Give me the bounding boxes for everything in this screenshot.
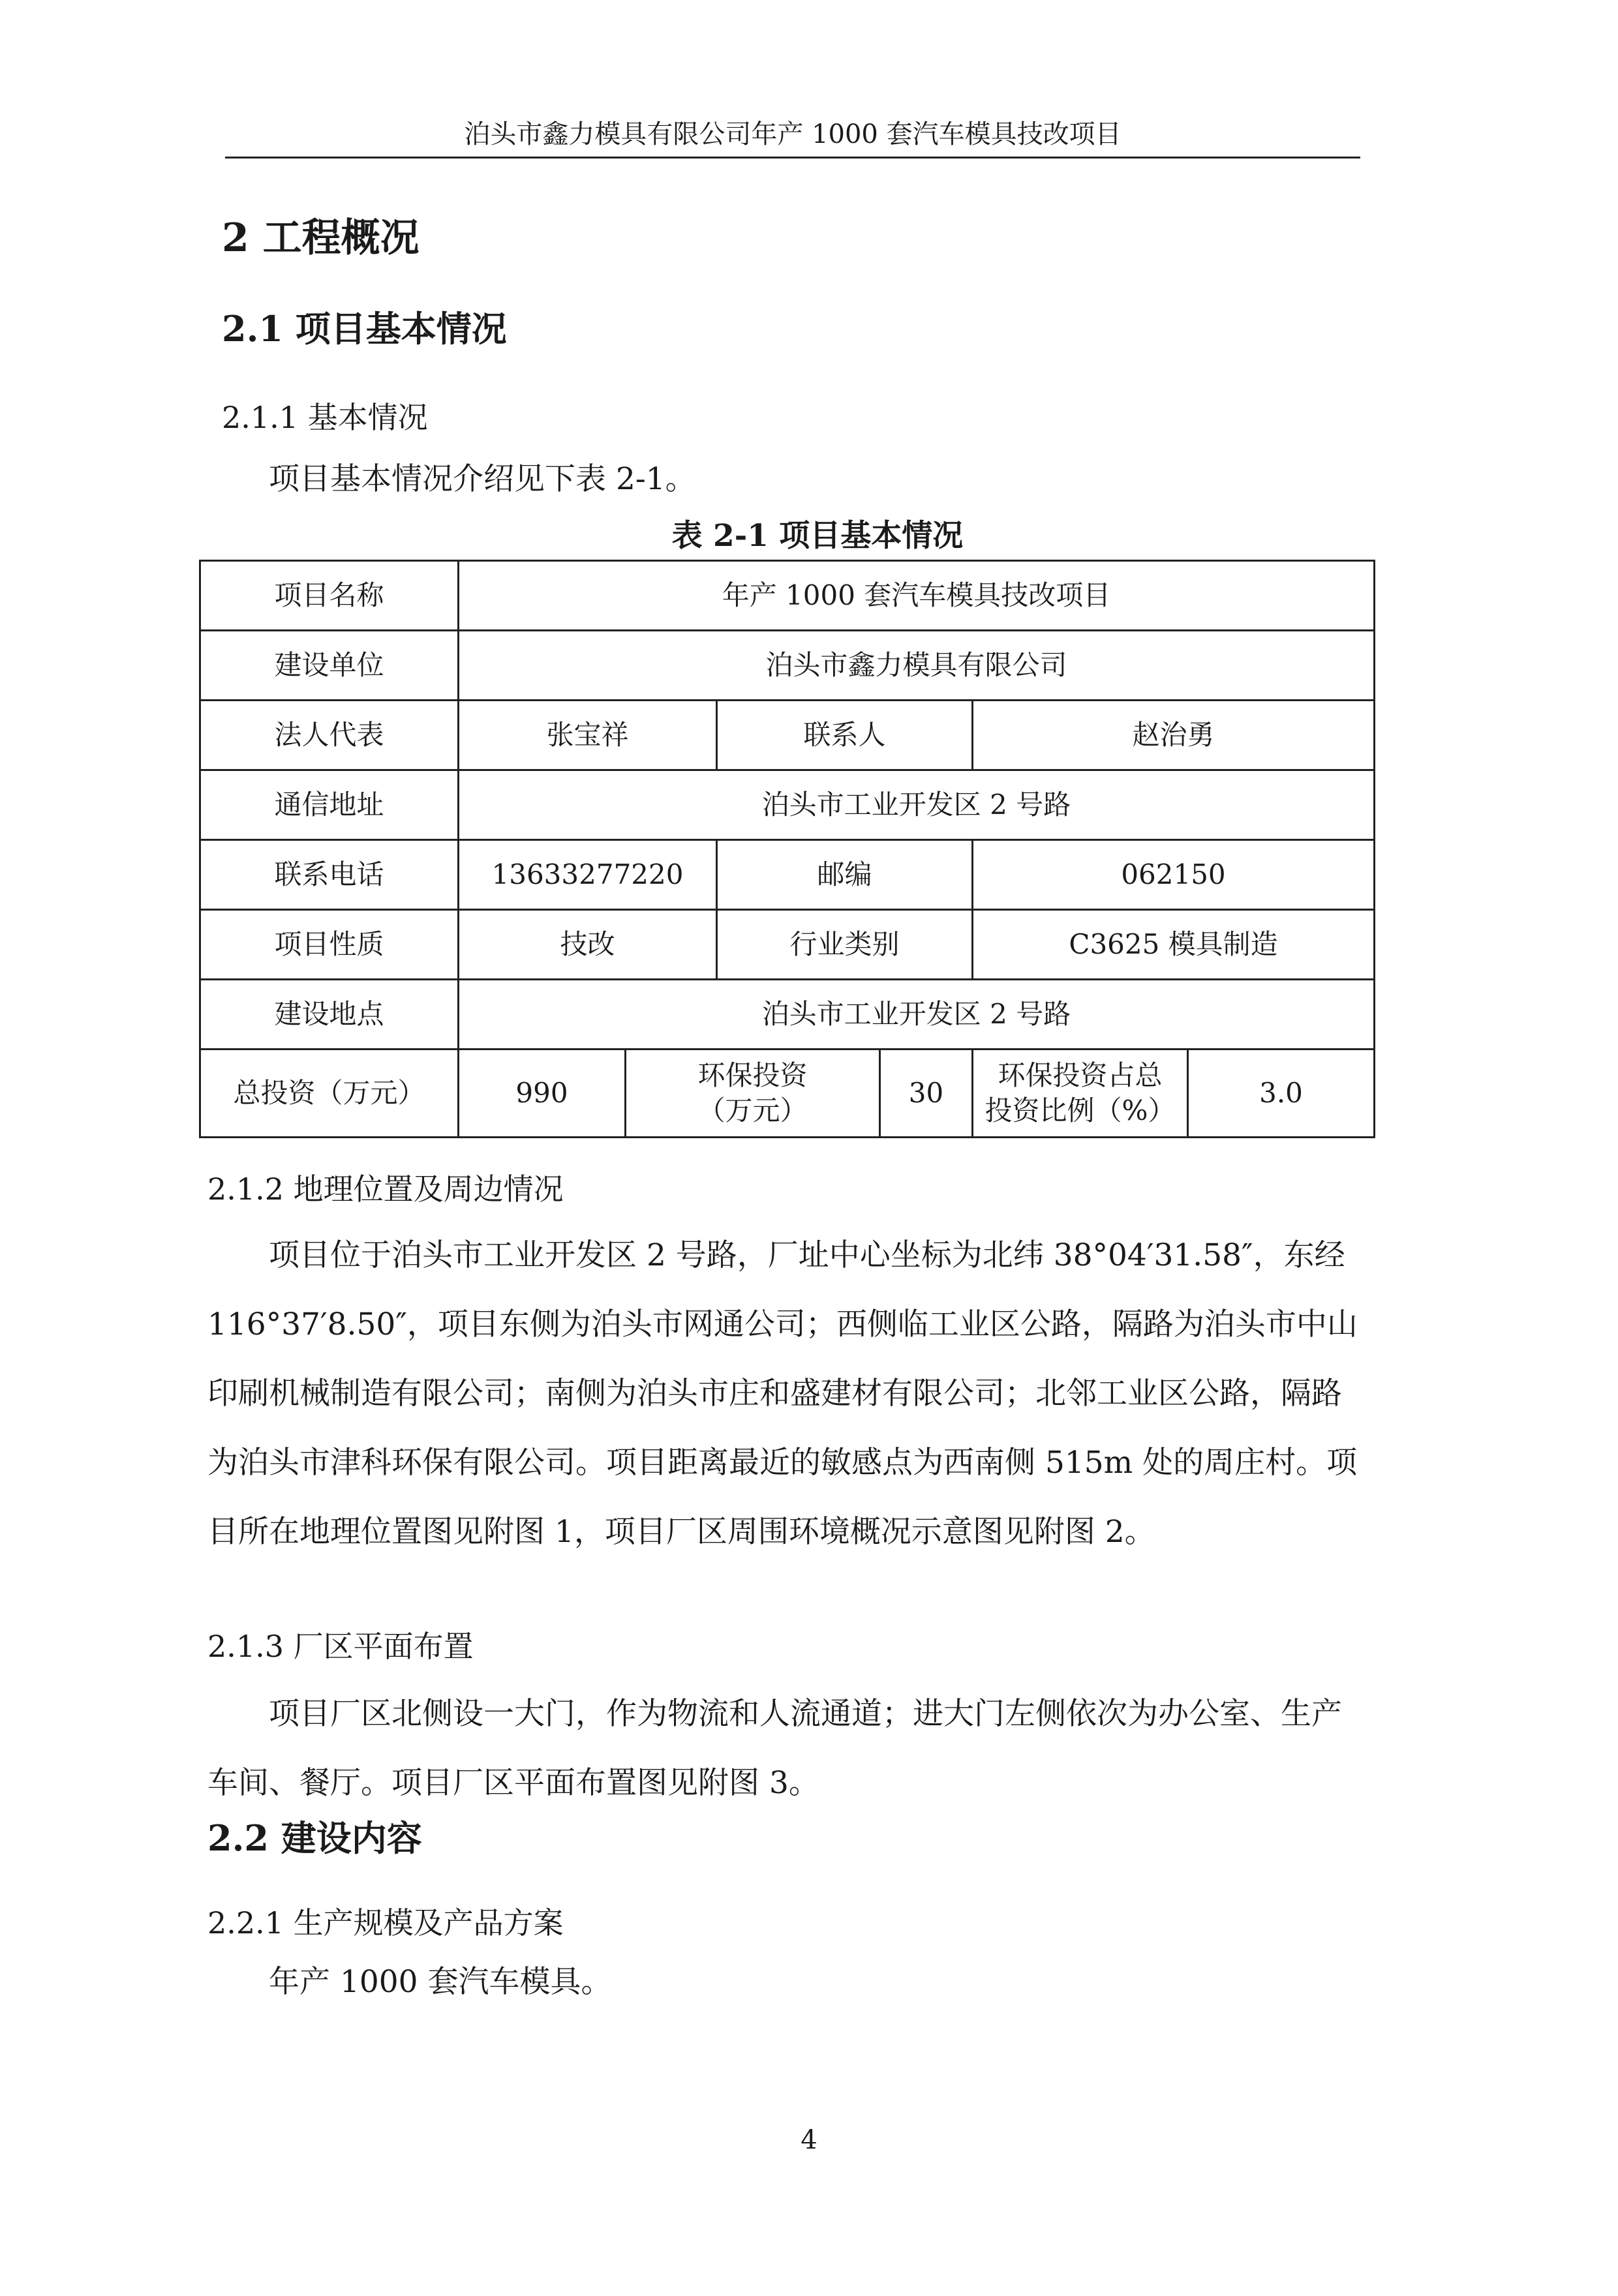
subsection-title-2-1-3: 2.1.3 厂区平面布置	[207, 1629, 474, 1664]
table-cell-value: 泊头市鑫力模具有限公司	[459, 631, 1375, 701]
table-caption: 表 2-1 项目基本情况	[671, 518, 964, 554]
table-cell-value: C3625 模具制造	[973, 910, 1375, 980]
table-cell-label	[973, 1050, 1188, 1138]
table-row	[200, 1050, 1375, 1138]
table-cell-value: 张宝祥	[459, 701, 717, 770]
table-cell-value: 技改	[459, 910, 717, 980]
table-cell-label: 总投资（万元）	[200, 1050, 459, 1138]
table-cell-value: 年产 1000 套汽车模具技改项目	[459, 561, 1375, 631]
table-row	[200, 631, 1375, 701]
header-rule	[225, 157, 1360, 159]
table-cell-value: 泊头市工业开发区 2 号路	[459, 770, 1375, 840]
subsection-title-2-2-1: 2.2.1 生产规模及产品方案	[207, 1905, 564, 1941]
project-info-table	[199, 560, 1375, 1138]
table-cell-label: 项目名称	[200, 561, 459, 631]
table-cell-label: 法人代表	[200, 701, 459, 770]
table-cell-label: 项目性质	[200, 910, 459, 980]
paragraph-2-2-1: 年产 1000 套汽车模具。	[269, 1964, 612, 2000]
table-row	[200, 840, 1375, 910]
table-cell-label: 行业类别	[717, 910, 973, 980]
section-title-2-1: 2.1 项目基本情况	[222, 308, 507, 350]
table-cell-label: 邮编	[717, 840, 973, 910]
running-header: 泊头市鑫力模具有限公司年产 1000 套汽车模具技改项目	[464, 119, 1122, 149]
table-row	[200, 980, 1375, 1050]
table-cell-value: 30	[880, 1050, 973, 1138]
env-invest-label-line: 环保投资	[697, 1059, 808, 1091]
table-row	[200, 561, 1375, 631]
table-cell-label	[626, 1050, 880, 1138]
chapter-title: 2 工程概况	[222, 215, 420, 261]
env-ratio-label-line: 环保投资占总	[998, 1059, 1163, 1091]
subsection-title-2-1-2: 2.1.2 地理位置及周边情况	[207, 1171, 564, 1207]
table-cell-label: 建设地点	[200, 980, 459, 1050]
table-cell-value: 3.0	[1188, 1050, 1375, 1138]
section-title-2-2: 2.2 建设内容	[207, 1817, 422, 1859]
table-cell-value: 赵治勇	[973, 701, 1375, 770]
table-cell-value: 990	[459, 1050, 626, 1138]
subsection-title-2-1-1: 2.1.1 基本情况	[222, 400, 428, 435]
table-row	[200, 701, 1375, 770]
table-cell-value: 062150	[973, 840, 1375, 910]
table-row	[200, 770, 1375, 840]
table-cell-label: 联系人	[717, 701, 973, 770]
table-cell-label: 建设单位	[200, 631, 459, 701]
table-cell-value: 13633277220	[459, 840, 717, 910]
paragraph-2-1-3: 项目厂区北侧设一大门，作为物流和人流通道；进大门左侧依次为办公室、生产车间、餐厅。项目厂区平面布置图见附图 3。	[207, 1696, 1342, 1801]
table-cell-value: 泊头市工业开发区 2 号路	[459, 980, 1375, 1050]
env-invest-label-line: （万元）	[697, 1095, 808, 1126]
paragraph-2-1-2: 项目位于泊头市工业开发区 2 号路，厂址中心坐标为北纬 38°04′31.58″，东经 116°37′8.50″，项目东侧为泊头市网通公司；西侧临工业区公路，隔路为泊头市中山印刷机械制造有限公司；南侧为泊头市庄和盛建材有限公司；北邻工业区公路，隔路为泊头市津科环保有限公司。项目距离最近的敏感点为西南侧 515m 处的周庄村。项目所在地理位置图见附图 1，项目厂区周围环境概况示意图见附图 2。	[207, 1237, 1358, 1550]
page-number: 4	[801, 2125, 817, 2155]
table-cell-label: 联系电话	[200, 840, 459, 910]
table-row	[200, 910, 1375, 980]
paragraph-2-1-1: 项目基本情况介绍见下表 2-1。	[269, 461, 696, 497]
table-cell-label: 通信地址	[200, 770, 459, 840]
env-ratio-label-line: 投资比例（%）	[985, 1095, 1176, 1126]
